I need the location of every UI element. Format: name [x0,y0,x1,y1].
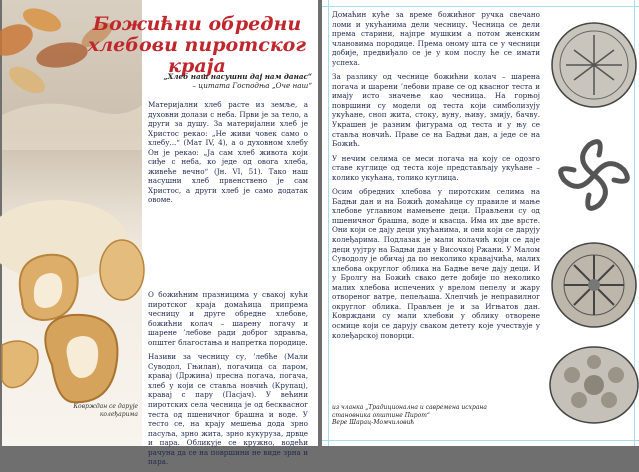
paragraph: Домаћин куће за време божићног ручка свечано ломи и укућанима дели чесницу. Чесница се дели према старини, најпре мушким а потом женским члановима породице. Према оному шта се у чесници добије, предвиђало се је у ком послу ће се имати успеха. [332,10,540,67]
paragraph: Материјални хлеб расте из земље, а духовни долази с неба. Први је за тело, а други за душу. За материјални хлеб је Христос рекао: „Не живи човек само о хлебу...“ (Мат IV, 4), а о духовном хлебу Он је рекао: „Ја сам хлеб живота који сиђе с неба, ко једе од овога хлеба, живеће вечно“ (Јн. VI, 51). Тако наш насушни хлеб првенствено је сам Христос, а други хлеб је само додатак овоме. [148,100,308,205]
source-line: становника општине Пирот“ [332,411,430,419]
paragraph: Називи за чесницу су, ’лебће (Мали Суводол, Гњилан), погачица са паром, кравај (Држина) пресна погача, погача, хлеб у који се ставља новчић (Крупац), кравај с пару (Пасјач). У већини пиротских села чесница је од бесквасног теста од пшеничног брашна и воде. У тесто се, на крају мешења дода зрно пасуља, зрно жита, зрно кукуруза, дрвце и пара. Обликује се кружно, водећи рачуна да се на површини не виде зрна и пара. [148,352,308,467]
paragraph: О божићним празницима у свакој кући пиротског краја домаћица припрема чесницу и друге обредне хлебове, божићни колач – шарену погачу и шарене ’лебове ради доброг здравља, општег благостања и напретка породице. [148,290,308,347]
bread-stamp-round-icon [552,23,636,107]
body-text-right [332,10,540,345]
margin-guide [328,0,329,446]
bread-stamp-illustrations [544,0,639,446]
intro-text [148,100,308,210]
epigraph-quote: „Хлеб наш насушни дај нам данас“ [163,72,312,81]
source-line: из чланка „Традиционална и савремена исхрана [332,404,487,411]
left-page [2,0,318,467]
paragraph: За разлику од чеснице божићни колач – шарена погача и шарени ’лебови праве се од квасног теста и имају исто значење као чесница. На горњој површини су модели од теста који симболизују укућане, сноп жита, стоку, вуну, њиву, змију, бачву. Украшен је разним фигурама од теста и у њу се ставља новчић. Праве се на Бадњи дан, а једе се на Божић. [332,72,540,149]
body-text-left [148,290,308,472]
photo-caption: Коврждан се дарује колеђарима [73,403,138,418]
paragraph: У нечим селима се меси погача на коју се одозго ставе куглице од теста које представљају укућане – колико укућана, толико куглица. [332,153,540,182]
paragraph: Осим обредних хлебова у пиротским селима на Бадњи дан и на Божић домаћице су правиле и мање хлебове углавном намењене деци. Прављени су од пшеничног брашна, воде и квасца. Има их две врсте. Они који се дају деци укућанима, и они који се дарују колеђарима. Подлазак је мали колачић који се даје деци уујтру на Бадњи дан у Височкој Ржани. У Малом Суводолу је обичај да по неколико кравајчића, малих хлебова округлог облика на Бадње вече дају деци. И у Бролгу на Божић свако дете добије по неколико малих хлебова испечених у врелом пепелу и жару отвореног ватре, пепељаша. Хлепчић је неправилног округлог облика. Прављен је и за Игњатов дан. Коврждани су мали хлебови у облику отворене осмице који се дарују свакoм детету које учествује у колеђарској поворци. [332,187,540,340]
bread-stamp-floral-icon [550,347,638,423]
epigraph-source: – цитата Господња „Оче наш“ [192,81,312,90]
bread-swirl-icon [561,142,628,209]
article-source [332,404,532,427]
page-title: Божићни обредни хлебови пиротског краја [87,13,307,77]
bread-stamp-ornament-icon [552,243,636,327]
kovrzdan-bread-illustration [2,170,142,430]
right-page [322,0,639,446]
source-author: Вере Шарац-Момчиловић [332,419,415,426]
epigraph [152,72,312,90]
